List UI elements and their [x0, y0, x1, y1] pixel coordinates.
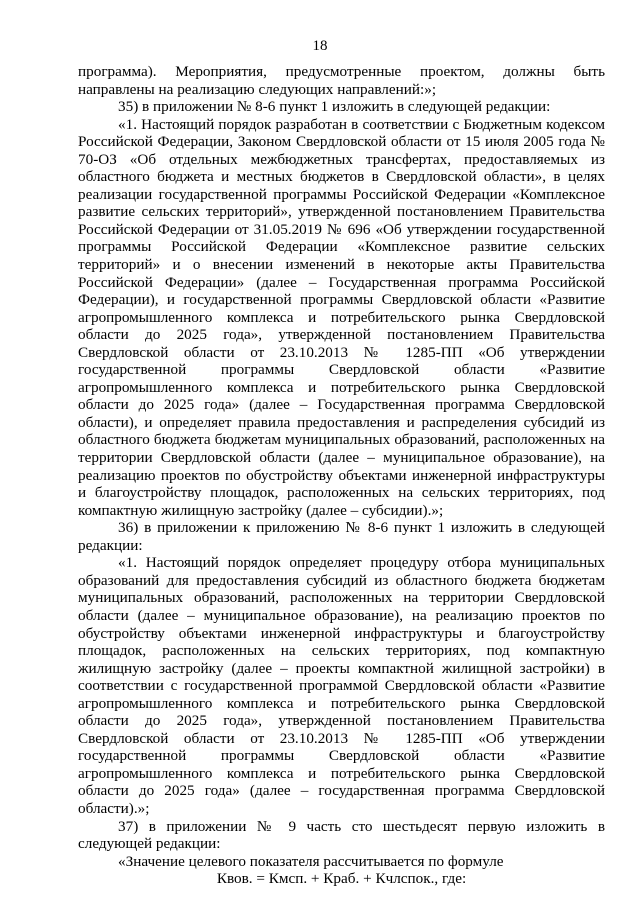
paragraph-36-text: «1. Настоящий порядок определяет процедуру отбора муниципальных образований для предоставления субсидий из областного бюджета бюджетам муниципальных образований, расположенных на территории Свердловской области (далее – муниципальное образование), на реализацию проектов по обустройству объектами инженерной инфраструктуры и благоустройству площадок, расположенных на сельских территориях, под компактную жилищную застройку (далее – проекты компактной жилищной застройки) в соответствии с государственной программой Свердловской области «Развитие агропромышленного комплекса и потребительского рынка Свердловской области до 2025 года», утвержденной постановлением Правительства Свердловской области от 23.10.2013 № 1285-ПП «Об утверждении государственной программы Свердловской области «Развитие агропромышленного комплекса и потребительского рынка Свердловской области до 2025 года» (далее – государственная программа Свердловской области).»;: [78, 554, 605, 817]
paragraph-formula-intro: «Значение целевого показателя рассчитывается по формуле: [118, 852, 504, 870]
document-body: [78, 63, 605, 888]
paragraph-35: 35) в приложении № 8-6 пункт 1 изложить в следующей редакции:: [118, 98, 551, 116]
paragraph-37: 37) в приложении № 9 часть сто шестьдесят первую изложить в следующей редакции:: [78, 817, 605, 853]
paragraph-1: программа). Мероприятия, предусмотренные проектом, должны быть направлены на реализацию следующих направлений:»;: [78, 63, 605, 98]
paragraph-35-text: «1. Настоящий порядок разработан в соответствии с Бюджетным кодексом Российской Федерации, Законом Свердловской области от 15 июля 2005 года № 70-ОЗ «Об отдельных межбюджетных трансфертах, предоставляемых из областного бюджета и местных бюджетов в Свердловской области», в целях реализации государственной программы Российской Федерации «Комплексное развитие сельских территорий», утвержденной постановлением Правительства Российской Федерации от 31.05.2019 № 696 «Об утверждении государственной программы Российской Федерации «Комплексное развитие сельских территорий» и о внесении изменений в некоторые акты Правительства Российской Федерации» (далее – Государственная программа Российской Федерации), и государственной программы Свердловской области «Развитие агропромышленного комплекса и потребительского рынка Свердловской области до 2025 года», утвержденной постановлением Правительства Свердловской области от 23.10.2013 № 1285-ПП «Об утверждении государственной программы Свердловской области «Развитие агропромышленного комплекса и потребительского рынка Свердловской области до 2025 года» (далее – Государственная программа Свердловской области), и определяет правила предоставления и распределения субсидий из областного бюджета бюджетам муниципальных образований, расположенных на территории Свердловской области (далее – муниципальное образование), на реализацию проектов по обустройству объектами инженерной инфраструктуры и благоустройству площадок, расположенных на сельских территориях, под компактную жилищную застройку (далее – субсидии).»;: [78, 115, 605, 519]
formula: Квов. = Кмсп. + Краб. + Кчлспок., где:: [216, 870, 467, 888]
paragraph-36: 36) в приложении к приложению № 8-6 пункт 1 изложить в следующей редакции:: [78, 519, 605, 554]
page-number: 18: [312, 38, 328, 54]
